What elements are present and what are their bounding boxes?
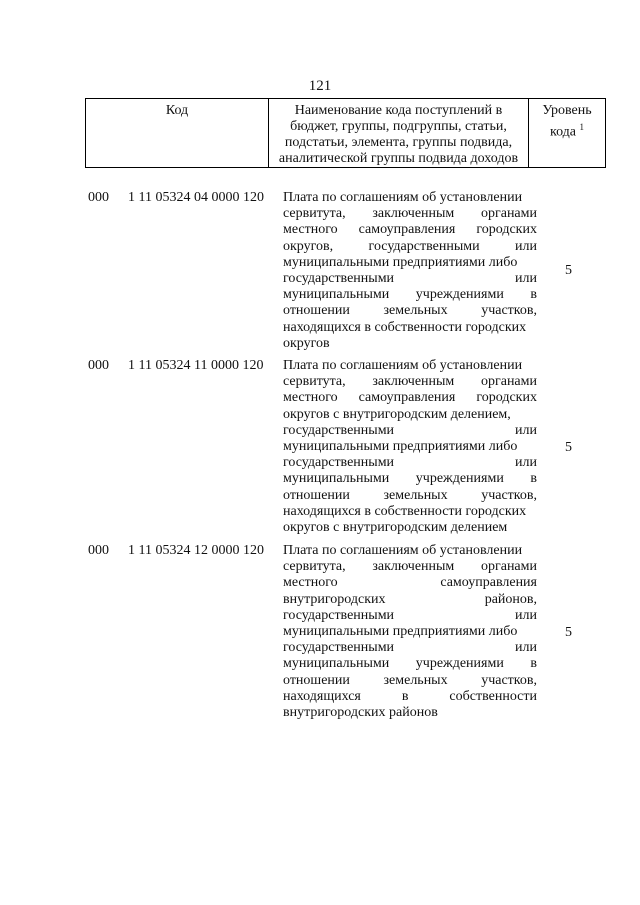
desc-line: муниципальными предприятиями либо (283, 438, 518, 454)
desc-line: местного самоуправления городских (283, 222, 537, 238)
page-number: 121 (308, 78, 332, 94)
row-level: 5 (565, 263, 572, 278)
desc-line: сервитута, заключенным органами (283, 559, 537, 575)
desc-line: находящихся в собственности городских (283, 503, 527, 519)
row-code: 1 11 05324 11 0000 120 (128, 358, 264, 373)
desc-line: сервитута, заключенным органами (283, 374, 537, 390)
desc-line: отношении земельных участков, (283, 672, 537, 688)
desc-line: государственными или (283, 607, 537, 623)
desc-line: Плата по соглашениям об установлении (283, 190, 523, 205)
desc-line: муниципальными предприятиями либо (283, 623, 518, 639)
row-description (283, 543, 537, 721)
desc-line: местного самоуправления городских (283, 390, 537, 406)
header-name (269, 99, 529, 167)
desc-line: местного самоуправления (283, 575, 537, 591)
desc-line: муниципальными учреждениями в (283, 287, 537, 303)
desc-line: находящихся в собственности (283, 688, 537, 704)
row-prefix: 000 (88, 190, 109, 205)
header-name-line: бюджет, группы, подгруппы, статьи, (290, 119, 507, 134)
desc-line: внутригородских районов, (283, 591, 537, 607)
desc-line: сервитута, заключенным органами (283, 206, 537, 222)
row-prefix: 000 (88, 543, 109, 558)
header-level (529, 99, 605, 167)
desc-line: округов (283, 335, 330, 351)
desc-line: государственными или (283, 270, 537, 286)
desc-line: внутригородских районов (283, 704, 438, 720)
row-code: 1 11 05324 12 0000 120 (128, 543, 264, 558)
desc-line: муниципальными предприятиями либо (283, 254, 518, 270)
row-level: 5 (565, 440, 572, 455)
footnote-mark: 1 (579, 122, 585, 132)
desc-line: муниципальными учреждениями в (283, 656, 537, 672)
desc-line: Плата по соглашениям об установлении (283, 358, 523, 373)
desc-line: муниципальными учреждениями в (283, 471, 537, 487)
desc-line: государственными или (283, 640, 537, 656)
row-code: 1 11 05324 04 0000 120 (128, 190, 264, 205)
header-level-line: Уровень (542, 103, 592, 118)
header-name-line: Наименование кода поступлений в (294, 103, 503, 118)
header-level-word: кода (549, 124, 577, 140)
desc-line: государственными или (283, 455, 537, 471)
row-description (283, 190, 537, 352)
desc-line: государственными или (283, 422, 537, 438)
desc-line: округов с внутригородским делением (283, 519, 508, 535)
header-level-line (529, 119, 605, 141)
desc-line: отношении земельных участков, (283, 303, 537, 319)
header-name-line: аналитической группы подвида доходов (278, 151, 519, 166)
header-code: Код (86, 99, 269, 167)
desc-line: Плата по соглашениям об установлении (283, 543, 523, 558)
header-name-line: подстатьи, элемента, группы подвида, (284, 135, 513, 150)
desc-line: находящихся в собственности городских (283, 319, 527, 335)
row-level: 5 (565, 625, 572, 640)
desc-line: округов с внутригородским делением, (283, 406, 511, 422)
row-description (283, 358, 537, 536)
desc-line: отношении земельных участков, (283, 487, 537, 503)
table-header (85, 98, 606, 168)
desc-line: округов, государственными или (283, 238, 537, 254)
row-prefix: 000 (88, 358, 109, 373)
